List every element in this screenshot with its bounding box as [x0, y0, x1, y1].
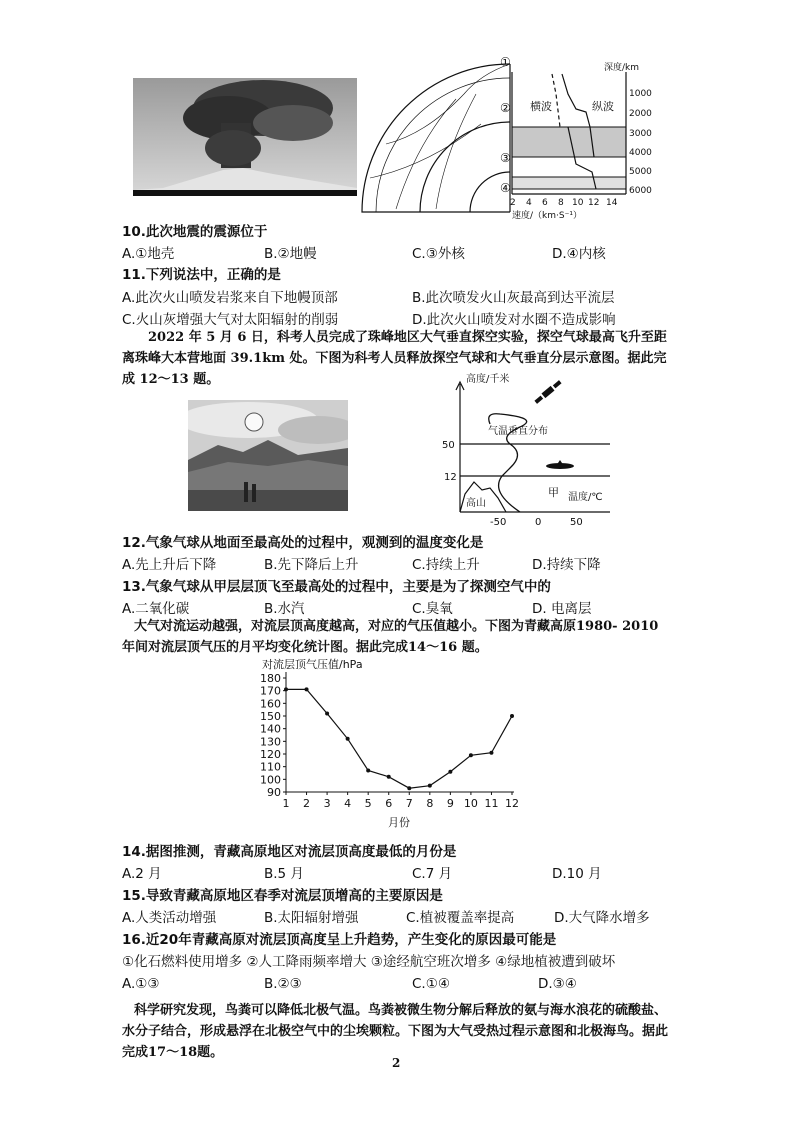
q14-option-d[interactable]: D.10 月: [552, 866, 602, 882]
q16-option-a[interactable]: A.①③: [122, 976, 160, 992]
y-tick-label: 130: [260, 735, 281, 749]
x-tick-label: 9: [446, 797, 454, 810]
q12-option-c[interactable]: C.持续上升: [412, 557, 480, 573]
atmos-tick-12: 12: [444, 472, 457, 483]
series-line: [286, 689, 512, 788]
q10-stem: 10.此次地震的震源位于: [122, 224, 268, 240]
atmos-curve-label: 气温垂直分布: [488, 426, 548, 437]
data-point: [346, 737, 350, 741]
svg-text:12: 12: [588, 198, 600, 208]
svg-text:6: 6: [542, 198, 548, 208]
q14-stem: 14.据图推测，青藏高原地区对流层顶高度最低的月份是: [122, 844, 457, 860]
atmos-tick-50: 50: [442, 440, 455, 451]
data-point: [325, 711, 329, 715]
q12-option-b[interactable]: B.先下降后上升: [264, 557, 359, 573]
atmos-ylabel: 高度/千米: [466, 374, 510, 385]
q15-stem: 15.导致青藏高原地区春季对流层顶增高的主要原因是: [122, 888, 443, 904]
x-tick-label: 2: [303, 797, 311, 810]
intro-14-16: 大气对流运动越强，对流层顶高度越高，对应的气压值越小。下图为青藏高原1980- 2010 年间对流层顶气压的月平均变化统计图。据此完成14～16 题。: [122, 619, 659, 655]
chart-xlabel: 月份: [388, 816, 410, 829]
q11-option-a[interactable]: A.此次火山喷发岩浆来自下地幔顶部: [122, 290, 338, 306]
chart-ylabel: 对流层顶气压值/hPa: [262, 658, 363, 671]
y-tick-label: 180: [260, 672, 281, 685]
q16-stem: 16.近20年青藏高原对流层顶高度呈上升趋势，产生变化的原因最可能是: [122, 932, 557, 948]
x-tick-label: 5: [364, 797, 372, 810]
svg-text:1000: 1000: [629, 89, 652, 99]
svg-text:6000: 6000: [629, 186, 652, 196]
data-point: [428, 784, 432, 788]
svg-text:14: 14: [606, 198, 618, 208]
q15-option-d[interactable]: D.大气降水增多: [554, 910, 650, 926]
data-point: [448, 770, 452, 774]
x-tick-label: 1: [282, 797, 290, 810]
data-point: [407, 786, 411, 790]
q14-option-c[interactable]: C.7 月: [412, 866, 453, 882]
atmos-layer-label: 甲: [548, 486, 559, 499]
q15-option-b[interactable]: B.太阳辐射增强: [264, 910, 359, 926]
y-tick-label: 90: [267, 786, 281, 799]
svg-text:2000: 2000: [629, 109, 652, 119]
svg-text:4: 4: [526, 198, 532, 208]
q14-option-a[interactable]: A.2 月: [122, 866, 162, 882]
data-point: [489, 751, 493, 755]
y-tick-label: 110: [260, 760, 281, 774]
marker-1: ①: [500, 55, 511, 69]
x-tick-label: 10: [463, 797, 478, 810]
atmos-xlabel: 温度/℃: [568, 492, 603, 503]
depth-axis-label: 深度/km: [604, 63, 640, 73]
marker-4: ④: [500, 181, 511, 195]
q13-option-a[interactable]: A.二氧化碳: [122, 601, 190, 617]
q15-option-c[interactable]: C.植被覆盖率提高: [406, 910, 515, 926]
x-tick-label: 4: [344, 797, 352, 810]
q16-option-c[interactable]: C.①④: [412, 976, 450, 992]
atmos-xtick-50: 50: [570, 517, 583, 528]
marker-3: ③: [500, 151, 511, 165]
atmos-xtick-0: 0: [535, 517, 542, 528]
q14-option-b[interactable]: B.5 月: [264, 866, 304, 882]
data-point: [305, 687, 309, 691]
x-tick-label: 12: [505, 797, 519, 810]
tropopause-pressure-chart: [250, 656, 540, 834]
q10-option-b[interactable]: B.②地幔: [264, 246, 317, 262]
longitudinal-wave-label: 纵波: [592, 100, 614, 113]
q13-stem: 13.气象气球从甲层层顶飞至最高处的过程中，主要是为了探测空气中的: [122, 579, 551, 595]
speed-axis-label: 速度/（km·S⁻¹）: [512, 211, 582, 221]
q16-option-d[interactable]: D.③④: [538, 976, 577, 992]
atmos-xtick-n50: -50: [490, 517, 507, 528]
x-tick-label: 11: [484, 797, 499, 810]
svg-text:3000: 3000: [629, 129, 652, 139]
q10-option-c[interactable]: C.③外核: [412, 246, 465, 262]
page-number: 2: [392, 1056, 401, 1070]
data-point: [387, 775, 391, 779]
intro-12-13: 2022 年 5 月 6 日，科考人员完成了珠峰地区大气垂直探空实验，探空气球最高飞升至距离珠峰大本营地面 39.1km 处。下图为科考人员释放探空气球和大气垂直分层示意图。据此完成 12～13 题。: [122, 330, 667, 387]
x-tick-label: 6: [385, 797, 393, 810]
volcano-photo: [133, 78, 357, 196]
data-point: [510, 714, 514, 718]
q15-option-a[interactable]: A.人类活动增强: [122, 910, 217, 926]
q12-option-a[interactable]: A.先上升后下降: [122, 557, 217, 573]
x-tick-label: 7: [405, 797, 413, 810]
y-tick-label: 140: [260, 722, 281, 736]
svg-text:5000: 5000: [629, 167, 652, 177]
svg-text:2: 2: [510, 198, 516, 208]
q16-option-b[interactable]: B.②③: [264, 976, 302, 992]
q11-option-b[interactable]: B.此次喷发火山灰最高到达平流层: [412, 290, 615, 306]
q13-option-b[interactable]: B.水汽: [264, 601, 305, 617]
atmosphere-layer-diagram: [430, 372, 620, 532]
q10-option-a[interactable]: A.①地壳: [122, 246, 175, 262]
svg-text:10: 10: [572, 198, 584, 208]
data-point: [469, 753, 473, 757]
balloon-photo: [188, 400, 348, 511]
q13-option-c[interactable]: C.臭氧: [412, 601, 453, 617]
q10-option-d[interactable]: D.④内核: [552, 246, 606, 262]
atmos-mountain-label: 高山: [466, 498, 486, 509]
y-tick-label: 100: [260, 773, 281, 787]
y-tick-label: 170: [260, 684, 281, 698]
data-point: [366, 768, 370, 772]
q12-stem: 12.气象气球从地面至最高处的过程中，观测到的温度变化是: [122, 535, 484, 551]
svg-text:8: 8: [558, 198, 564, 208]
intro-17-18: 科学研究发现，鸟粪可以降低北极气温。鸟粪被微生物分解后释放的氨与海水浪花的硫酸盐、水分子结合，形成悬浮在北极空气中的尘埃颗粒。下图为大气受热过程示意图和北极海鸟。据此完成17～18题。: [122, 1003, 669, 1060]
x-tick-label: 8: [426, 797, 434, 810]
y-tick-label: 150: [260, 710, 281, 723]
earth-interior-diagram: [356, 54, 656, 224]
marker-2: ②: [500, 101, 511, 115]
data-point: [284, 687, 288, 691]
transverse-wave-label: 横波: [530, 100, 552, 113]
q11-stem: 11.下列说法中，正确的是: [122, 267, 281, 283]
y-tick-label: 160: [260, 697, 281, 711]
q13-option-d[interactable]: D. 电离层: [532, 601, 592, 617]
svg-text:4000: 4000: [629, 148, 652, 158]
q16-statements: ①化石燃料使用增多 ②人工降雨频率增大 ③途经航空班次增多 ④绿地植被遭到破坏: [122, 954, 616, 970]
y-tick-label: 120: [260, 748, 281, 761]
q12-option-d[interactable]: D.持续下降: [532, 557, 601, 573]
q11-option-d[interactable]: D.此次火山喷发对水圈不造成影响: [412, 312, 616, 328]
q11-option-c[interactable]: C.火山灰增强大气对太阳辐射的削弱: [122, 312, 339, 328]
x-tick-label: 3: [323, 797, 331, 810]
